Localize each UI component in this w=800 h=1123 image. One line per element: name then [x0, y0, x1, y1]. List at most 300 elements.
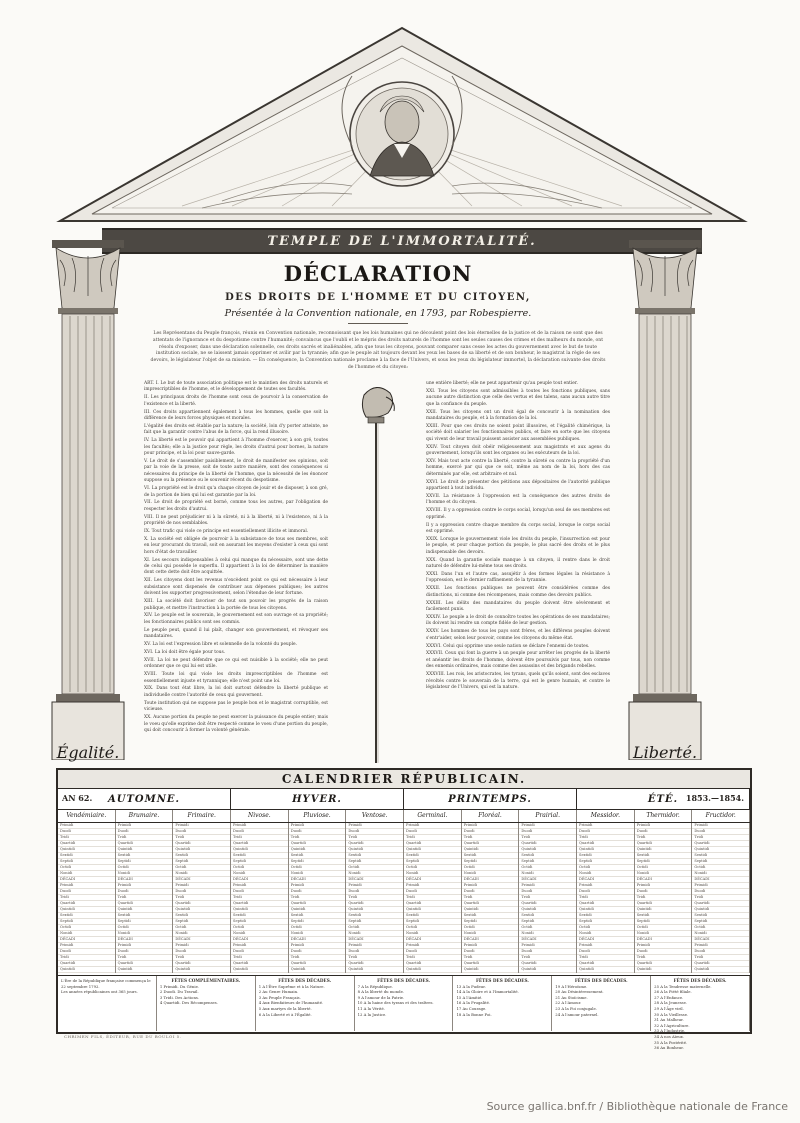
calendar-day: Sextidi	[116, 913, 173, 919]
calendar-day: DÉCADI	[173, 937, 230, 943]
article-paragraph: ART. I. Le but de toute association politique est le maintien des droits naturels et imprescriptibles de l'homme, et le développement de toutes ses facultés.	[144, 381, 328, 393]
feast-entry: 13 A la Pudeur.	[456, 983, 486, 989]
calendar-day: Primidi	[231, 823, 288, 829]
calendar-day: Tridi	[231, 895, 288, 901]
calendar-day: Duodi	[289, 949, 346, 955]
calendar-day: Primidi	[462, 943, 519, 949]
calendar-day: Primidi	[519, 943, 576, 949]
month-heading: Floréal.	[462, 810, 520, 822]
calendar-day: Tridi	[692, 895, 749, 901]
calendar-day: Tridi	[519, 835, 576, 841]
calendar-day: Quartidi	[58, 901, 115, 907]
calendar-day: Duodi	[635, 949, 692, 955]
feast-entry: 21 Au Stoïcisme.	[555, 994, 588, 1000]
calendar-day: Sextidi	[58, 913, 115, 919]
calendar-day: DÉCADI	[289, 877, 346, 883]
calendar-day: Sextidi	[692, 913, 749, 919]
feast-entry: 19 A l'Héroïsme.	[555, 983, 588, 989]
calendar-day: Primidi	[346, 823, 403, 829]
calendar-day: Quintidi	[519, 907, 576, 913]
calendar-day: DÉCADI	[346, 877, 403, 883]
declaration-subtitle: DES DROITS DE L'HOMME ET DU CITOYEN,	[225, 292, 531, 303]
month-column	[116, 823, 174, 973]
feast-heading: FÊTES DES DÉCADES.	[278, 978, 332, 983]
calendar-day: Quartidi	[404, 901, 461, 907]
feast-entry: 4 Aux Bienfaiteurs de l'humanité.	[258, 1000, 324, 1006]
calendar-day: Duodi	[519, 889, 576, 895]
articles-left-column	[144, 381, 328, 736]
calendar-day: Primidi	[519, 823, 576, 829]
calendar-day: Quartidi	[635, 901, 692, 907]
feast-entry: 29 A l'Âge viril.	[654, 1005, 684, 1011]
feast-entry: 35 A la Postérité.	[654, 1039, 688, 1045]
feast-entry: 36 Au Bonheur.	[654, 1045, 684, 1051]
article-paragraph: XV. La loi est l'expression libre et solennelle de la volonté du peuple.	[144, 642, 297, 648]
calendar-day: Quartidi	[346, 841, 403, 847]
calendar-day: Primidi	[346, 943, 403, 949]
feast-entry: 15 A l'Amitié.	[456, 994, 483, 1000]
calendar-day: Nonidi	[577, 931, 634, 937]
feast-entry: 33 A l'Industrie.	[654, 1028, 686, 1034]
calendar-day: Primidi	[577, 943, 634, 949]
feast-column	[256, 976, 355, 1031]
calendar-day: Duodi	[692, 949, 749, 955]
calendar-day: Septidi	[231, 919, 288, 925]
calendar-day: Duodi	[404, 889, 461, 895]
calendar-day: DÉCADI	[577, 937, 634, 943]
feast-entry: 26 A la Piété filiale.	[654, 989, 692, 995]
calendar-day: Primidi	[58, 883, 115, 889]
feast-heading: FÊTES DES DÉCADES.	[673, 978, 727, 983]
feast-heading: FÊTES DES DÉCADES.	[574, 978, 628, 983]
title-rule	[348, 323, 408, 324]
calendar-day: Quintidi	[404, 907, 461, 913]
article-paragraph: XVI. La loi doit être égale pour tous.	[144, 649, 226, 655]
calendar-day: Tridi	[635, 895, 692, 901]
calendar-day: Duodi	[346, 949, 403, 955]
calendar-day: Primidi	[116, 883, 173, 889]
calendar-day: Quintidi	[692, 847, 749, 853]
season-bar	[58, 789, 750, 810]
calendar-day: Septidi	[289, 859, 346, 865]
calendar-day: Nonidi	[116, 871, 173, 877]
calendar-day: Quartidi	[289, 961, 346, 967]
calendar-day: Quartidi	[692, 901, 749, 907]
article-paragraph: XXXI. Dans l'un et l'autre cas, assujétir à des formes légales la résistance à l'oppression, est le dernier raffinement de la tyrannie.	[426, 571, 610, 584]
feast-entry: 3 Au Peuple Français.	[258, 994, 301, 1000]
calendar-day: Octidi	[519, 925, 576, 931]
article-paragraph: IX. Tout trafic qui viole ce principe est essentiellement illicite et immoral.	[144, 529, 309, 535]
calendar-day: Tridi	[116, 895, 173, 901]
article-paragraph: XXIII. Pour que ces droits ne soient point illusoires, et l'égalité chimérique, la société doit salarier les fonctionnaires publics, et faire en sorte que les citoyens qui vivent de leur travail puissent assister aux assemblées publiques.	[426, 423, 610, 442]
calendar-day: Octidi	[58, 865, 115, 871]
article-paragraph: XXX. Quand la garantie sociale manque à un citoyen, il rentre dans le droit naturel de défendre lui-même tous ses droits.	[426, 557, 610, 570]
calendar-day: Nonidi	[635, 931, 692, 937]
article-paragraph: Le peuple peut, quand il lui plaît, changer son gouvernement, et révoquer ses mandataires.	[144, 627, 328, 640]
feast-entry: 27 A l'Enfance.	[654, 994, 684, 1000]
calendar-day: Octidi	[231, 925, 288, 931]
feast-entry: 22 A l'Amour.	[555, 1000, 582, 1006]
calendar-day: Sextidi	[519, 913, 576, 919]
calendar-day: Sextidi	[635, 913, 692, 919]
calendar-day: Quintidi	[404, 967, 461, 973]
calendar-day: Sextidi	[289, 913, 346, 919]
feast-entry: L'Ère de la République française commença le 22 septembre 1792.	[61, 978, 151, 989]
article-paragraph: XXXII. Les fonctions publiques ne peuvent être considérées comme des distinctions, ni comme des récompenses, mais comme des devoirs publics.	[426, 586, 610, 598]
article-paragraph: XXVI. Le droit de présenter des pétitions aux dépositaires de l'autorité publique appartient à tout individu.	[426, 479, 610, 492]
calendar-day: Septidi	[116, 859, 173, 865]
calendar-day: Duodi	[692, 829, 749, 835]
calendar-day: Duodi	[462, 949, 519, 955]
calendar-day: Septidi	[404, 919, 461, 925]
calendar-day: Quintidi	[231, 967, 288, 973]
calendar-day: Tridi	[635, 955, 692, 961]
calendar-day: Duodi	[462, 889, 519, 895]
feast-entry: 7 A la République.	[357, 983, 394, 989]
month-heading: Fructidor.	[692, 810, 750, 822]
season-heading: PRINTEMPS.	[404, 789, 577, 809]
calendar-day: Sextidi	[692, 853, 749, 859]
month-heading: Brumaire.	[116, 810, 174, 822]
calendar-day: Quartidi	[346, 901, 403, 907]
calendar-day: Quintidi	[173, 847, 230, 853]
calendar-day: Quartidi	[692, 961, 749, 967]
calendar-day: Duodi	[635, 829, 692, 835]
month-column	[173, 823, 231, 973]
calendar-day: Nonidi	[346, 931, 403, 937]
article-paragraph: XVIII. Toute loi qui viole les droits imprescriptibles de l'homme est essentiellement injuste et tyrannique; elle n'est point une loi.	[144, 672, 328, 684]
article-paragraph: X. La société est obligée de pourvoir à la subsistance de tous ses membres, soit en leur procurant du travail, soit en assurant les moyens d'exister à ceux qui sont hors d'état de travailler.	[144, 536, 328, 555]
feast-column	[453, 976, 552, 1031]
source-credit: Source gallica.bnf.fr / Bibliothèque nationale de France	[486, 1100, 788, 1113]
article-paragraph: XXV. Mais tout acte contre la liberté, contre la sûreté ou contre la propriété d'un homme, exercé par qui que ce soit, même au nom de la loi, hors des cas déterminés par elle, est arbitraire et nul.	[426, 458, 610, 477]
calendar-day: Sextidi	[346, 853, 403, 859]
feast-column	[58, 976, 157, 1031]
month-heading: Messidor.	[577, 810, 635, 822]
calendar-day: Sextidi	[635, 853, 692, 859]
calendar-day: Septidi	[519, 859, 576, 865]
calendar-day: Tridi	[404, 955, 461, 961]
calendar-day: Quintidi	[577, 967, 634, 973]
calendar-day: Duodi	[519, 949, 576, 955]
pike-with-phrygian-cap	[346, 383, 406, 768]
calendar-day: Primidi	[58, 943, 115, 949]
month-heading: Nivose.	[231, 810, 289, 822]
left-column	[50, 240, 126, 790]
calendar-day: Quintidi	[116, 967, 173, 973]
calendar-day: DÉCADI	[519, 877, 576, 883]
season-heading: ÉTÉ.	[577, 789, 750, 809]
feast-heading: FÊTES DES DÉCADES.	[377, 978, 430, 983]
calendar-day: Quartidi	[404, 961, 461, 967]
calendar-day: Duodi	[289, 829, 346, 835]
calendar-day: Tridi	[519, 955, 576, 961]
calendar-day: Septidi	[58, 919, 115, 925]
feast-column	[355, 976, 454, 1031]
calendar-day: Octidi	[231, 865, 288, 871]
calendar-day: DÉCADI	[577, 877, 634, 883]
calendar-day: Quartidi	[173, 841, 230, 847]
calendar-day: Primidi	[404, 883, 461, 889]
calendar-day: Tridi	[58, 895, 115, 901]
calendar-day: Duodi	[519, 829, 576, 835]
calendar-day: Duodi	[231, 949, 288, 955]
article-paragraph: XIX. Dans tout état libre, la loi doit surtout défendre la liberté publique et individuelle contre l'autorité de ceux qui gouvernent.	[144, 686, 328, 698]
calendar-day: Duodi	[346, 889, 403, 895]
calendar-day: Quartidi	[404, 841, 461, 847]
article-paragraph: XXXIV. Le peuple a le droit de connoître toutes les opérations de ses mandataires; ils doivent lui rendre un compte fidèle de leur gestion.	[426, 614, 610, 627]
calendar-day: Septidi	[116, 919, 173, 925]
feast-entry: 6 A la Liberté et à l'Égalité.	[258, 1011, 312, 1017]
calendar-day: Nonidi	[58, 931, 115, 937]
calendar-day: Primidi	[173, 883, 230, 889]
calendar-day: Quartidi	[577, 901, 634, 907]
calendar-day: Quintidi	[692, 967, 749, 973]
calendar-day: Octidi	[173, 865, 230, 871]
calendar-day: Tridi	[462, 955, 519, 961]
feast-entry: 17 Au Courage.	[456, 1005, 487, 1011]
article-paragraph: XXII. Tous les citoyens ont un droit égal de concourir à la nomination des mandataires du peuple, et à la formation de la loi.	[426, 409, 610, 422]
feast-entry: 24 A l'amour paternel.	[555, 1011, 599, 1017]
corinthian-column-right	[627, 240, 703, 760]
calendar-day: Quartidi	[519, 841, 576, 847]
article-paragraph: XVII. La loi ne peut défendre que ce qui est nuisible à la société; elle ne peut ordonner que ce qui lui est utile.	[144, 657, 328, 670]
calendar-day: Duodi	[58, 889, 115, 895]
calendar-day: Primidi	[519, 883, 576, 889]
calendar-day: Quintidi	[404, 847, 461, 853]
article-paragraph: XXI. Tous les citoyens sont admissibles à toutes les fonctions publiques, sans aucune autre distinction que celle des vertus et des talens, sans aucun autre titre que la confiance du peuple.	[426, 388, 610, 407]
calendar-day: Duodi	[289, 889, 346, 895]
calendar-day: Primidi	[692, 823, 749, 829]
feast-entry: 9 A l'amour de la Patrie.	[357, 994, 405, 1000]
calendar-day: Duodi	[58, 949, 115, 955]
calendar-day: Octidi	[173, 925, 230, 931]
corinthian-column-left	[50, 240, 126, 760]
feast-entry: 12 A la Justice.	[357, 1011, 387, 1017]
calendar-day: Nonidi	[635, 871, 692, 877]
season-heading: AUTOMNE.	[58, 789, 231, 809]
calendar-day: Tridi	[692, 835, 749, 841]
calendar-day: DÉCADI	[404, 877, 461, 883]
calendar-day: Quartidi	[58, 841, 115, 847]
calendar-day: Tridi	[404, 835, 461, 841]
feast-column	[552, 976, 651, 1031]
article-paragraph: XXXVI. Celui qui opprime une seule nation se déclare l'ennemi de toutes.	[426, 643, 590, 649]
month-heading: Frimaire.	[173, 810, 231, 822]
calendar-day: Quartidi	[635, 961, 692, 967]
calendar-day: Septidi	[346, 859, 403, 865]
calendar-day: Quartidi	[116, 901, 173, 907]
calendar-day: Tridi	[289, 895, 346, 901]
feast-entry: 10 A la haine des tyrans et des traîtres.	[357, 1000, 434, 1006]
calendar-day: Octidi	[58, 925, 115, 931]
calendar-day: Octidi	[116, 925, 173, 931]
calendar-day: Tridi	[173, 835, 230, 841]
calendar-day: Duodi	[173, 889, 230, 895]
feast-entry: 32 A l'Agriculture.	[654, 1022, 690, 1028]
calendar-day: DÉCADI	[519, 937, 576, 943]
calendar-day: Tridi	[577, 955, 634, 961]
calendar-day: Nonidi	[519, 931, 576, 937]
declaration-title: DÉCLARATION	[283, 261, 473, 286]
article-paragraph: une entière liberté; elle ne peut appartenir qu'au peuple tout entier.	[426, 381, 578, 386]
calendar-day: Nonidi	[116, 931, 173, 937]
calendar-day: Quintidi	[346, 967, 403, 973]
feast-entry: 4 Quartidi. Des Récompenses.	[159, 1000, 218, 1006]
calendar-day: Nonidi	[58, 871, 115, 877]
calendar-day: Primidi	[462, 883, 519, 889]
month-column	[346, 823, 404, 973]
calendar-day: DÉCADI	[462, 877, 519, 883]
feast-heading: FÊTES DES DÉCADES.	[475, 978, 529, 983]
calendar-day: Tridi	[116, 955, 173, 961]
calendar-day: DÉCADI	[231, 937, 288, 943]
calendar-day: Quintidi	[58, 847, 115, 853]
calendar-day: Duodi	[577, 829, 634, 835]
feast-entry: 20 Au Désintéressement.	[555, 989, 604, 995]
calendar-day: Septidi	[231, 859, 288, 865]
calendar-day: Quartidi	[116, 841, 173, 847]
calendar-day: Sextidi	[519, 853, 576, 859]
calendar-day: DÉCADI	[635, 937, 692, 943]
article-paragraph: IV. La liberté est le pouvoir qui appartient à l'homme d'exercer, à son gré, toutes les facultés; elle a la justice pour règle, les droits d'autrui pour bornes, la nature pour principe, et la loi pour sauve-garde.	[144, 438, 328, 457]
calendar-day: Quintidi	[58, 907, 115, 913]
month-column	[289, 823, 347, 973]
calendar-day: Nonidi	[231, 871, 288, 877]
article-paragraph: XI. Les secours indispensables à celui qui manque du nécessaire, sont une dette de celui qui possède le superflu. Il appartient à la loi de déterminer la manière dont cette dette doit être acquittée.	[144, 557, 328, 576]
month-column	[462, 823, 520, 973]
month-heading: Ventose.	[346, 810, 404, 822]
article-paragraph: VI. La propriété est le droit qu'a chaque citoyen de jouir et de disposer, à son gré, de la portion de bien qui lui est garantie par la loi.	[144, 486, 328, 498]
calendar-day: Quartidi	[635, 841, 692, 847]
calendar-day: Quintidi	[289, 847, 346, 853]
calendar-day: Sextidi	[462, 913, 519, 919]
month-column	[577, 823, 635, 973]
calendar-day: DÉCADI	[692, 877, 749, 883]
calendar-day: DÉCADI	[692, 937, 749, 943]
calendar-day: Quartidi	[231, 841, 288, 847]
calendar-day: Quintidi	[58, 967, 115, 973]
calendar-day: Nonidi	[173, 871, 230, 877]
calendar-day: Quartidi	[289, 901, 346, 907]
article-paragraph: XXIV. Tout citoyen doit obéir religieusement aux magistrats et aux agens du gouvernement, lorsqu'ils sont les organes ou les exécuteurs de la loi.	[426, 444, 610, 457]
calendar-day: Septidi	[404, 859, 461, 865]
calendar-day: Nonidi	[289, 871, 346, 877]
calendar-day: Duodi	[116, 949, 173, 955]
season-heading: HYVER.	[231, 789, 404, 809]
calendar-day: DÉCADI	[346, 937, 403, 943]
calendar-day: Octidi	[404, 865, 461, 871]
calendar-day: Quartidi	[577, 841, 634, 847]
calendar-day: Septidi	[635, 919, 692, 925]
article-paragraph: L'égalité des droits est établie par la nature; la société, loin d'y porter atteinte, ne fait que la garantir contre l'abus de la force, qui la rend illusoire.	[144, 423, 328, 436]
feast-column	[157, 976, 256, 1031]
calendar-day: Nonidi	[692, 931, 749, 937]
calendar-day: Septidi	[692, 919, 749, 925]
month-heading: Thermidor.	[635, 810, 693, 822]
calendar-day: Octidi	[635, 865, 692, 871]
calendar-day: Duodi	[116, 889, 173, 895]
imprint: CHRIMEN FILS, ÉDITEUR, RUE DU BOULOI 5.	[64, 1034, 182, 1039]
calendar-day: Tridi	[231, 955, 288, 961]
calendar-day: Tridi	[173, 955, 230, 961]
calendar-day: Sextidi	[577, 853, 634, 859]
month-column	[404, 823, 462, 973]
calendar-title-bar	[58, 770, 750, 789]
month-column	[635, 823, 693, 973]
calendar-day: Octidi	[289, 865, 346, 871]
calendar-day: Octidi	[346, 925, 403, 931]
calendar-day: Quintidi	[635, 967, 692, 973]
calendar-day: Octidi	[404, 925, 461, 931]
calendar-day: Septidi	[519, 919, 576, 925]
article-paragraph: III. Ces droits appartiennent également à tous les hommes, quelle que soit la différence de leurs forces physiques et morales.	[144, 409, 328, 422]
preamble	[150, 331, 606, 372]
calendar-day: Septidi	[462, 919, 519, 925]
article-paragraph: XXXVIII. Les rois, les aristocrates, les tyrans, quels qu'ils soient, sont des esclaves révoltés contre le souverain de la terre, qui est le genre humain, et contre le législateur de l'Univers, qui est la nature.	[426, 672, 610, 690]
calendar-day: Tridi	[692, 955, 749, 961]
calendar-day: Primidi	[346, 883, 403, 889]
days-grid	[58, 823, 750, 973]
calendar-day: Tridi	[116, 835, 173, 841]
calendar-day: Sextidi	[346, 913, 403, 919]
feast-entry: 2 Au Genre Humain.	[258, 989, 299, 995]
article-paragraph: VIII. Il ne peut préjudicier ni à la sûreté, ni à la liberté, ni à l'existence, ni à la propriété de nos semblables.	[144, 514, 328, 527]
article-paragraph: XXXV. Les hommes de tous les pays sont frères, et les différens peuples doivent s'entr'aider, selon leur pouvoir, comme les citoyens du même état.	[426, 629, 610, 641]
months-row	[58, 810, 750, 823]
month-heading: Prairial.	[519, 810, 577, 822]
feast-entry: 1 Primidi. Du Génie.	[159, 983, 200, 989]
calendar-day: DÉCADI	[116, 937, 173, 943]
article-paragraph: XIII. La société doit favoriser de tout son pouvoir les progrès de la raison publique, et mettre l'instruction à la portée de tous les citoyens.	[144, 599, 328, 611]
calendar-day: Primidi	[692, 943, 749, 949]
calendar-day: Duodi	[577, 889, 634, 895]
calendar-day: Nonidi	[231, 931, 288, 937]
calendar-day: Duodi	[231, 889, 288, 895]
calendar-day: Septidi	[635, 859, 692, 865]
calendar-day: Quartidi	[692, 841, 749, 847]
feast-entry: 8 A la liberté du monde.	[357, 989, 405, 995]
calendar-day: Quintidi	[692, 907, 749, 913]
calendar-day: Quintidi	[635, 907, 692, 913]
calendar-day: Quartidi	[289, 841, 346, 847]
calendar-day: Septidi	[577, 859, 634, 865]
feast-column	[651, 976, 750, 1051]
calendar-day: DÉCADI	[58, 877, 115, 883]
calendar-day: Primidi	[692, 883, 749, 889]
calendar-day: DÉCADI	[173, 877, 230, 883]
feast-entry: 5 Aux martyrs de la liberté.	[258, 1005, 312, 1011]
feast-entry: 16 A la Frugalité.	[456, 1000, 491, 1006]
calendar-day: DÉCADI	[462, 937, 519, 943]
feast-entry: 18 A la Bonne Foi.	[456, 1011, 492, 1017]
feast-entry: 34 A nos Aïeux.	[654, 1033, 685, 1039]
calendar-day: Quintidi	[231, 907, 288, 913]
feast-heading: FÊTES COMPLÉMENTAIRES.	[171, 978, 241, 983]
calendar-day: Primidi	[173, 943, 230, 949]
calendar-day: Quartidi	[173, 961, 230, 967]
calendar-day: Tridi	[289, 955, 346, 961]
calendar-day: DÉCADI	[289, 937, 346, 943]
calendar-day: Tridi	[519, 895, 576, 901]
calendar-day: Primidi	[635, 823, 692, 829]
calendar-day: Primidi	[231, 883, 288, 889]
calendar-day: Quintidi	[116, 847, 173, 853]
article-paragraph: Toute institution qui ne suppose pas le peuple bon et le magistrat corruptible, est vicieuse.	[144, 700, 328, 713]
article-paragraph: XXXVII. Ceux qui font la guerre à un peuple pour arrêter les progrès de la liberté et anéantir les droits de l'homme, doivent être poursuivis par tous, non comme des ennemis ordinaires, mais comme des assassins et des brigands rebelles.	[426, 651, 610, 670]
calendar-day: Tridi	[462, 835, 519, 841]
calendar-day: Nonidi	[462, 871, 519, 877]
